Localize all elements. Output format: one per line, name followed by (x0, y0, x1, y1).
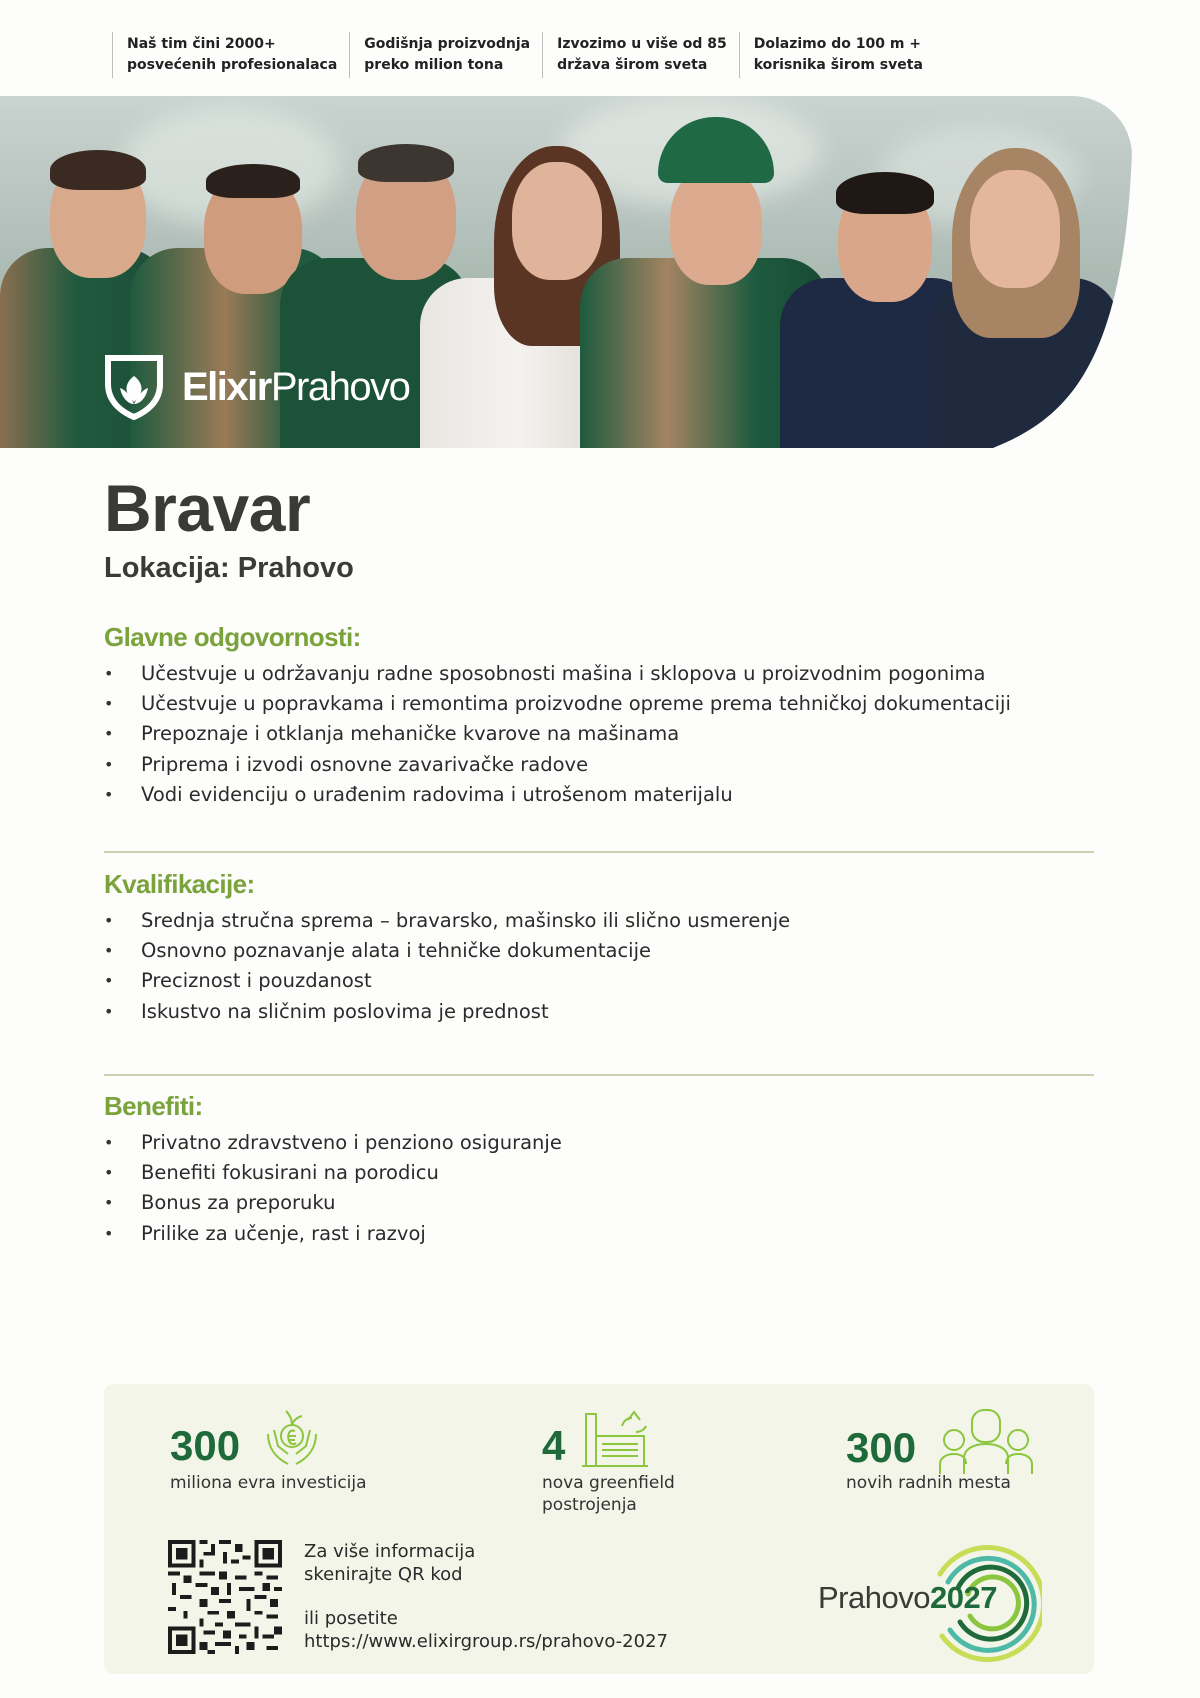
factory-icon (578, 1404, 652, 1470)
list-item: • Prilike za učenje, rast i razvoj (104, 1219, 1094, 1249)
list-item: • Privatno zdravstveno i penziono osiguranje (104, 1128, 1094, 1158)
qr-text-line: skenirajte QR kod (304, 1564, 463, 1585)
responsibilities-list (104, 659, 1094, 810)
prahovo-2027-card (104, 1384, 1094, 1674)
investment-hands-icon (264, 1406, 320, 1472)
stat-item (349, 32, 542, 78)
list-item: • Iskustvo na sličnim poslovima je prednost (104, 997, 1094, 1027)
kpi-label: nova greenfield (542, 1473, 675, 1493)
stat-line: Dolazimo do 100 m + (753, 36, 922, 52)
section-heading: Kvalifikacije: (104, 869, 255, 899)
responsibilities-section (104, 622, 1094, 810)
qr-text-line: ili posetite (304, 1608, 398, 1629)
stat-item (112, 32, 349, 78)
qr-text-line: Za više informacija (304, 1541, 476, 1562)
stat-item (542, 32, 739, 78)
kpi-label: novih radnih mesta (846, 1473, 1011, 1493)
list-item: • Priprema i izvodi osnovne zavarivačke radove (104, 750, 1094, 780)
stat-line: posvećenih profesionalaca (127, 57, 338, 73)
list-item: • Učestvuje u održavanju radne sposobnosti mašina i sklopova u proizvodnim pogonima (104, 659, 1094, 689)
section-divider (104, 1074, 1094, 1076)
list-item: • Bonus za preporuku (104, 1188, 1094, 1218)
stat-item (739, 32, 935, 78)
stat-line: Godišnja proizvodnja (364, 36, 531, 52)
stat-line: Izvozimo u više od 85 (557, 36, 727, 52)
kpi-number: 300 (846, 1424, 917, 1471)
stat-line: preko milion tona (364, 57, 504, 73)
benefits-section (104, 1091, 1094, 1249)
shield-logo-icon (104, 354, 164, 420)
qualifications-list (104, 906, 1094, 1027)
kpi-label: miliona evra investicija (170, 1473, 367, 1493)
hero-corner-curve (833, 96, 1132, 448)
list-item: • Učestvuje u popravkama i remontima proizvodne opreme prema tehničkoj dokumentaciji (104, 689, 1094, 719)
stat-line: Naš tim čini 2000+ (127, 36, 276, 52)
stats-bar (112, 32, 935, 78)
stat-line: država širom sveta (557, 57, 708, 73)
benefits-list (104, 1128, 1094, 1249)
hero-team-photo (0, 96, 1132, 448)
prahovo-part: Prahovo (818, 1580, 930, 1615)
qr-instructions (304, 1540, 668, 1653)
kpi-number: 4 (542, 1422, 566, 1469)
kpi-label: postrojenja (542, 1495, 637, 1515)
kpi-number: 300 (170, 1422, 241, 1469)
section-heading: Benefiti: (104, 1091, 203, 1121)
qr-code[interactable] (168, 1540, 282, 1654)
brand-part: Prahovo (270, 364, 410, 409)
stat-line: korisnika širom sveta (753, 57, 923, 73)
list-item: • Benefiti fokusirani na porodicu (104, 1158, 1094, 1188)
job-title: Bravar (104, 471, 311, 545)
section-divider (104, 851, 1094, 853)
list-item: • Srednja stručna sprema – bravarsko, mašinsko ili slično usmerenje (104, 906, 1094, 936)
helmet (658, 117, 774, 183)
list-item: • Preciznost i pouzdanost (104, 966, 1094, 996)
brand-part: Elixir (182, 364, 271, 409)
website-link[interactable]: https://www.elixirgroup.rs/prahovo-2027 (304, 1631, 668, 1652)
brand-name (182, 365, 409, 410)
prahovo-2027-text (818, 1580, 997, 1616)
people-icon (938, 1406, 1034, 1476)
elixir-prahovo-logo (104, 354, 409, 420)
prahovo-2027-logo (818, 1544, 1048, 1662)
prahovo-year: 2027 (929, 1580, 997, 1615)
list-item: • Prepoznaje i otklanja mehaničke kvarove na mašinama (104, 719, 1094, 749)
list-item: • Vodi evidenciju o urađenim radovima i utrošenom materijalu (104, 780, 1094, 810)
list-item: • Osnovno poznavanje alata i tehničke dokumentacije (104, 936, 1094, 966)
section-heading: Glavne odgovornosti: (104, 622, 361, 652)
qualifications-section (104, 869, 1094, 1027)
job-location: Lokacija: Prahovo (104, 552, 354, 584)
